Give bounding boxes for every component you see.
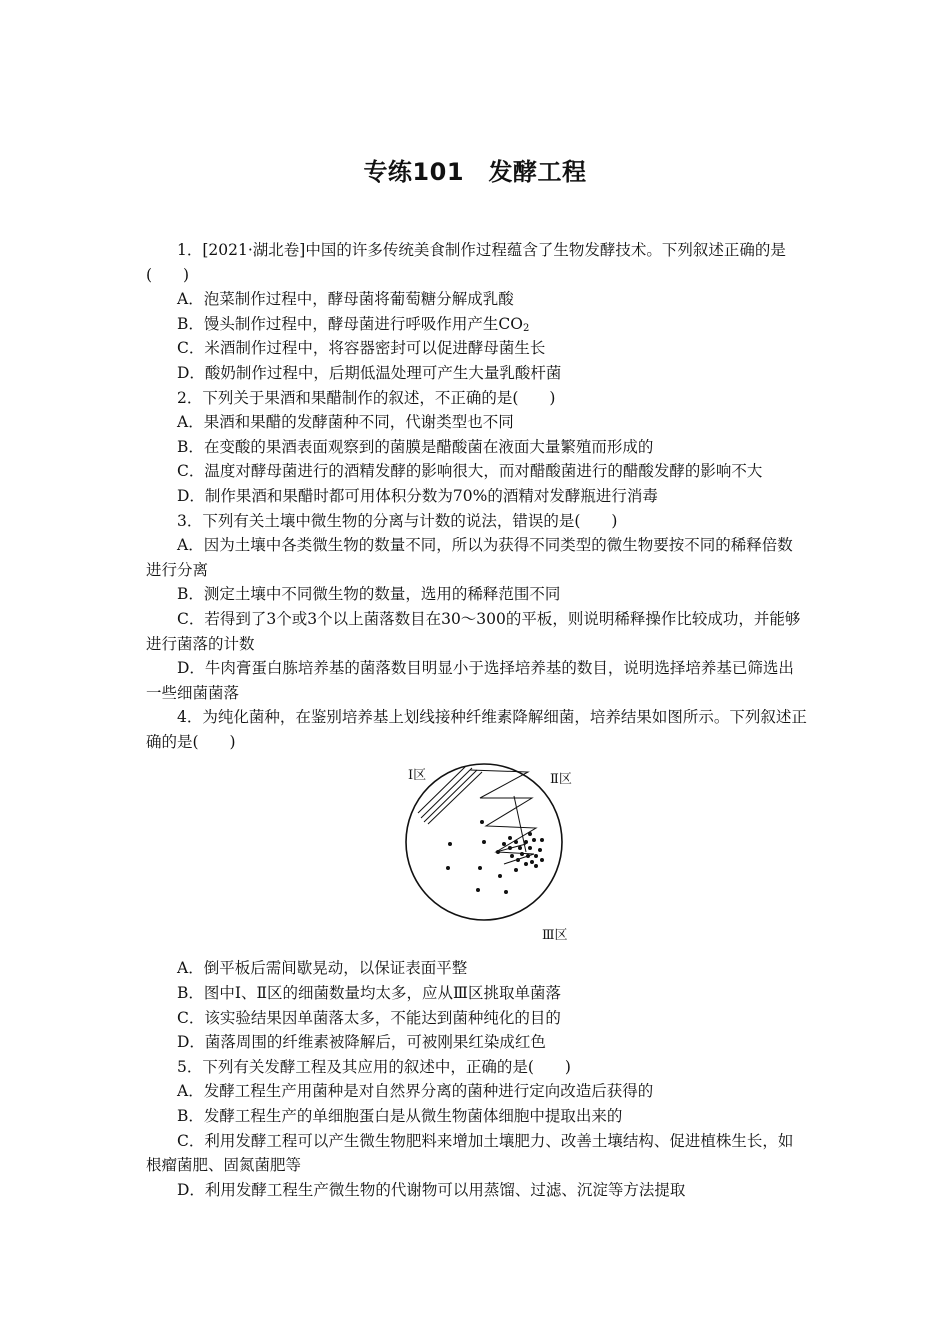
question-5-option-b: B．发酵工程生产的单细胞蛋白是从微生物菌体细胞中提取出来的 (177, 1107, 623, 1126)
question-list (146, 238, 808, 1202)
question-2-stem: 2．下列关于果酒和果醋制作的叙述，不正确的是( ) (177, 388, 556, 407)
question-2-option-c: C．温度对酵母菌进行的酒精发酵的影响很大，而对醋酸菌进行的醋酸发酵的影响不大 (177, 462, 763, 481)
question-4-option-a: A．倒平板后需间歇晃动，以保证表面平整 (177, 959, 468, 978)
zone-1-streaks (418, 766, 482, 824)
question-1-option-c: C．米酒制作过程中，将容器密封可以促进酵母菌生长 (177, 339, 546, 358)
question-5-option-a: A．发酵工程生产用菌种是对自然界分离的菌种进行定向改造后获得的 (177, 1082, 654, 1101)
question-3-option-a: A．因为土壤中各类微生物的数量不同，所以为获得不同类型的微生物要按不同的稀释倍数进行分离 (146, 536, 793, 579)
question-2-option-b: B．在变酸的果酒表面观察到的菌膜是醋酸菌在液面大量繁殖而形成的 (177, 437, 654, 456)
question-3-stem: 3．下列有关土壤中微生物的分离与计数的说法，错误的是( ) (177, 511, 618, 530)
question-4-option-c: C．该实验结果因单菌落太多，不能达到菌种纯化的目的 (177, 1008, 561, 1027)
question-4-option-b: B．图中Ⅰ、Ⅱ区的细菌数量均太多，应从Ⅲ区挑取单菌落 (177, 984, 561, 1003)
question-1-option-b (146, 312, 808, 337)
question-3-option-d: D．牛肉膏蛋白胨培养基的菌落数目明显小于选择培养基的数目，说明选择培养基已筛选出一些细菌菌落 (146, 659, 794, 702)
zone-2-label: Ⅱ区 (550, 772, 572, 788)
question-2-option-d: D．制作果酒和果醋时都可用体积分数为70%的酒精对发酵瓶进行消毒 (177, 486, 658, 505)
question-1-stem: 1．[2021·湖北卷]中国的许多传统美食制作过程蕴含了生物发酵技术。下列叙述正确的是 ( ) (146, 241, 802, 284)
question-3-option-b: B．测定土壤中不同微生物的数量，选用的稀释范围不同 (177, 585, 561, 604)
question-5-option-d: D．利用发酵工程生产微生物的代谢物可以用蒸馏、过滤、沉淀等方法提取 (177, 1180, 686, 1199)
page-title: 专练101 发酵工程 (363, 158, 587, 186)
question-1-option-d: D．酸奶制作过程中，后期低温处理可产生大量乳酸杆菌 (177, 363, 562, 382)
question-2-option-a: A．果酒和果醋的发酵菌种不同，代谢类型也不同 (177, 413, 514, 432)
question-5-option-c: C．利用发酵工程可以产生微生物肥料来增加土壤肥力、改善土壤结构、促进植株生长，如根瘤菌肥、固氮菌肥等 (146, 1131, 794, 1175)
question-4-stem: 4．为纯化菌种，在鉴别培养基上划线接种纤维素降解细菌，培养结果如图所示。下列叙述正确的是( ) (146, 708, 807, 751)
zone-3-label: Ⅲ区 (542, 928, 568, 944)
question-1-option-a: A．泡菜制作过程中，酵母菌将葡萄糖分解成乳酸 (177, 290, 514, 309)
co2-subscript: 2 (522, 322, 530, 334)
question-5-stem: 5．下列有关发酵工程及其应用的叙述中，正确的是( ) (177, 1057, 571, 1076)
question-3-option-c: C．若得到了3个或3个以上菌落数目在30～300的平板，则说明稀释操作比较成功，并能够进行菌落的计数 (146, 609, 801, 653)
question-4-option-d: D．菌落周围的纤维素被降解后，可被刚果红染成红色 (177, 1033, 546, 1052)
bacterial-colonies (446, 820, 544, 894)
zone-1-label: Ⅰ区 (408, 768, 427, 784)
question-1-option-b-text: B．馒头制作过程中，酵母菌进行呼吸作用产生CO (177, 314, 523, 333)
streak-plate-figure (146, 756, 808, 956)
